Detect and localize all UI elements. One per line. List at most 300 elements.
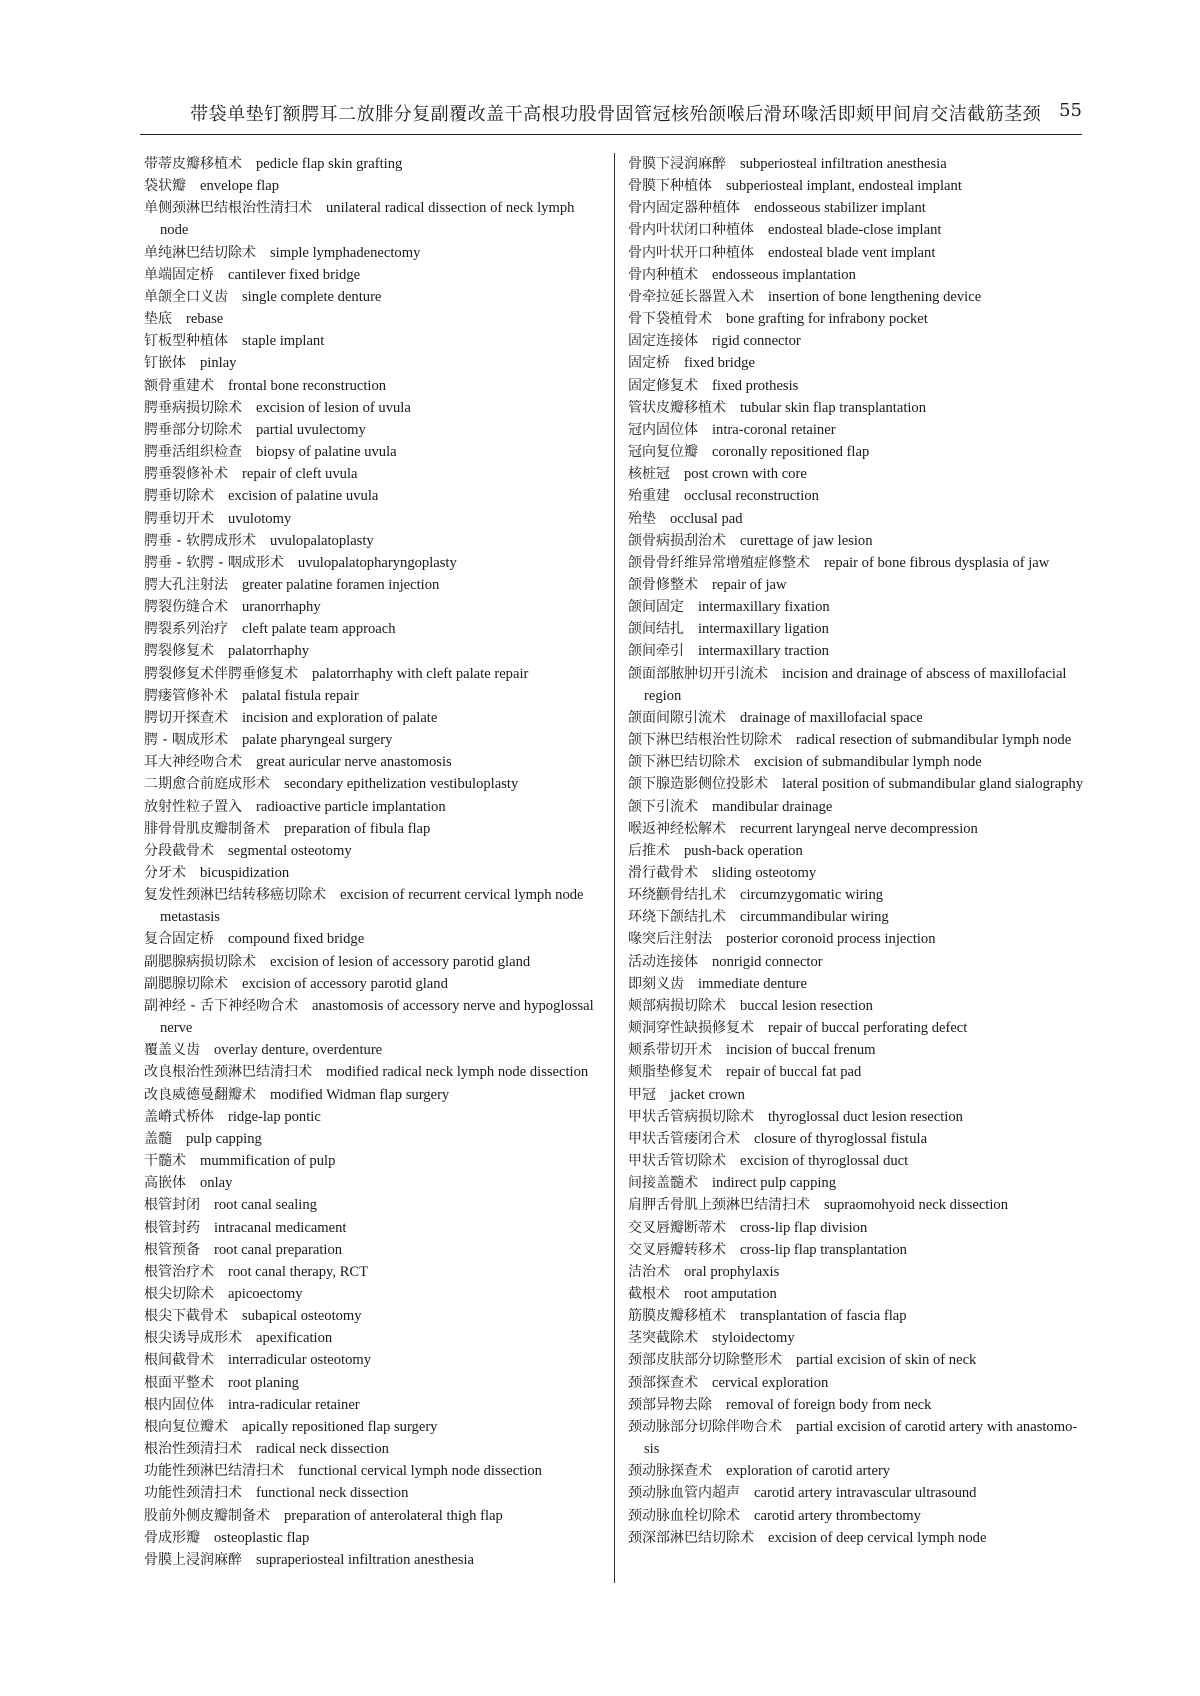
term-english: functional neck dissection (256, 1485, 409, 1502)
glossary-entry (144, 818, 602, 840)
term-chinese: 骨膜下种植体 (628, 178, 712, 195)
term-english: fixed bridge (684, 355, 755, 372)
glossary-entry (628, 1172, 1086, 1194)
term-chinese: 甲冠 (628, 1086, 656, 1103)
term-chinese: 殆垫 (628, 510, 656, 527)
term-chinese: 单纯淋巴结切除术 (144, 244, 256, 261)
term-english: endosseous stabilizer implant (754, 200, 926, 217)
glossary-entry (144, 951, 602, 973)
term-chinese: 骨下袋植骨术 (628, 311, 712, 328)
term-chinese: 根管封药 (144, 1219, 200, 1236)
glossary-entry (628, 286, 1086, 308)
term-english: mummification of pulp (200, 1153, 336, 1170)
term-chinese: 骨牵拉延长器置入术 (628, 288, 754, 305)
term-chinese: 骨膜下浸润麻醉 (628, 156, 726, 172)
glossary-entry (144, 751, 602, 773)
column-divider (614, 153, 615, 1583)
glossary-entry (628, 773, 1086, 795)
term-english: excision of submandibular lymph node (754, 754, 982, 771)
glossary-entry (628, 463, 1086, 485)
term-english: excision of palatine uvula (228, 488, 379, 505)
term-english: push-back operation (684, 842, 803, 859)
term-chinese: 根间截骨术 (144, 1352, 214, 1369)
glossary-entry (628, 751, 1086, 773)
glossary-entry (144, 663, 602, 685)
term-chinese: 冠内固位体 (628, 421, 698, 438)
term-english: incision and exploration of palate (242, 709, 438, 726)
term-chinese: 颈部异物去除 (628, 1396, 712, 1413)
glossary-entry (628, 1194, 1086, 1216)
glossary-entry (144, 1549, 602, 1571)
term-chinese: 冠向复位瓣 (628, 444, 698, 461)
term-english: tubular skin flap transplantation (740, 399, 927, 416)
term-english: functional cervical lymph node dissection (298, 1463, 542, 1480)
term-chinese: 腭裂系列治疗 (144, 621, 228, 638)
glossary-entry (628, 330, 1086, 352)
term-chinese: 甲状舌管瘘闭合术 (628, 1130, 740, 1147)
term-chinese: 骨膜上浸润麻醉 (144, 1551, 242, 1568)
term-english: jacket crown (670, 1086, 745, 1103)
term-english: excision of thyroglossal duct (740, 1153, 909, 1170)
term-chinese: 盖嵴式桥体 (144, 1108, 214, 1125)
term-english: incision and drainage of abscess of maxillofacial region (644, 665, 1067, 704)
term-chinese: 放射性粒子置入 (144, 798, 242, 815)
glossary-entry (628, 1482, 1086, 1504)
glossary-entry (144, 1039, 602, 1061)
term-english: secondary epithelization vestibuloplasty (284, 776, 519, 793)
term-english: nonrigid connector (712, 953, 823, 970)
glossary-entry (628, 1394, 1086, 1416)
term-chinese: 活动连接体 (628, 953, 698, 970)
term-english: greater palatine foramen injection (242, 576, 440, 593)
term-english: ridge-lap pontic (228, 1108, 321, 1125)
glossary-entry (628, 640, 1086, 662)
term-chinese: 复发性颈淋巴结转移癌切除术 (144, 887, 326, 904)
term-chinese: 腭大孔注射法 (144, 576, 228, 593)
term-english: endosseous implantation (712, 266, 856, 283)
glossary-entry (628, 1327, 1086, 1349)
term-chinese: 颈动脉探查术 (628, 1463, 712, 1480)
term-chinese: 腭瘘管修补术 (144, 687, 228, 704)
term-chinese: 带蒂皮瓣移植术 (144, 156, 242, 172)
glossary-entry (144, 1349, 602, 1371)
page-number: 55 (1059, 100, 1082, 121)
term-english: onlay (200, 1175, 233, 1192)
term-english: incision of buccal frenum (726, 1042, 876, 1059)
term-english: fixed prothesis (712, 377, 799, 394)
glossary-entry (144, 264, 602, 286)
term-chinese: 颈部探查术 (628, 1374, 698, 1391)
glossary-entry (144, 1460, 602, 1482)
term-english: closure of thyroglossal fistula (754, 1130, 928, 1147)
glossary-entry (628, 397, 1086, 419)
term-chinese: 副腮腺病损切除术 (144, 953, 256, 970)
term-chinese: 颌面间隙引流术 (628, 709, 726, 726)
term-chinese: 环绕颧骨结扎术 (628, 887, 726, 904)
term-chinese: 副腮腺切除术 (144, 975, 228, 992)
term-english: drainage of maxillofacial space (740, 709, 923, 726)
term-chinese: 腭裂修复术伴腭垂修复术 (144, 665, 298, 682)
term-english: segmental osteotomy (228, 842, 352, 859)
glossary-entry (628, 1505, 1086, 1527)
term-english: single complete denture (242, 288, 382, 305)
term-english: immediate denture (698, 975, 808, 992)
glossary-entry (628, 375, 1086, 397)
term-english: preparation of anterolateral thigh flap (284, 1507, 503, 1524)
term-chinese: 改良根治性颈淋巴结清扫术 (144, 1064, 312, 1081)
term-chinese: 改良威德曼翻瓣术 (144, 1086, 256, 1103)
term-chinese: 环绕下颌结扎术 (628, 909, 726, 926)
term-english: root planing (228, 1374, 299, 1391)
glossary-entry (628, 508, 1086, 530)
term-english: excision of lesion of uvula (256, 399, 411, 416)
term-chinese: 即刻义齿 (628, 975, 684, 992)
glossary-entry (144, 618, 602, 640)
glossary-entry (144, 995, 602, 1039)
glossary-entry (628, 818, 1086, 840)
glossary-entry (144, 441, 602, 463)
glossary-entry (144, 884, 602, 928)
glossary-entry (144, 397, 602, 419)
term-chinese: 骨成形瓣 (144, 1529, 200, 1546)
term-english: apically repositioned flap surgery (242, 1418, 438, 1435)
term-chinese: 颊洞穿性缺损修复术 (628, 1020, 754, 1037)
term-chinese: 颌下淋巴结切除术 (628, 754, 740, 771)
glossary-entry (628, 1305, 1086, 1327)
term-english: modified radical neck lymph node dissection (326, 1064, 589, 1081)
term-chinese: 颌面部脓肿切开引流术 (628, 665, 768, 682)
glossary-entry (144, 1217, 602, 1239)
term-chinese: 洁治术 (628, 1263, 670, 1280)
term-english: uvulopalatopharyngoplasty (297, 554, 457, 571)
term-chinese: 耳大神经吻合术 (144, 754, 242, 771)
term-english: palatal fistula repair (242, 687, 359, 704)
glossary-entry (628, 485, 1086, 507)
term-english: uvulotomy (228, 510, 292, 527)
glossary-entry (628, 441, 1086, 463)
glossary-entry (628, 1017, 1086, 1039)
term-chinese: 分段截骨术 (144, 842, 214, 859)
term-english: recurrent laryngeal nerve decompression (740, 820, 978, 837)
header-title: 带袋单垫钉额腭耳二放腓分复副覆改盖干高根功股骨固管冠核殆颌喉后滑环喙活即颊甲间肩交洁截筋茎颈 (190, 104, 1042, 125)
glossary-entry (144, 1106, 602, 1128)
glossary-entry (628, 242, 1086, 264)
glossary-entry (144, 485, 602, 507)
glossary-entry (144, 419, 602, 441)
term-english: overlay denture, overdenture (214, 1042, 383, 1059)
term-chinese: 殆重建 (628, 488, 670, 505)
term-chinese: 复合固定桥 (144, 931, 214, 948)
term-english: frontal bone reconstruction (228, 377, 387, 394)
glossary-entry (628, 1106, 1086, 1128)
glossary-entry (144, 707, 602, 729)
term-english: cross-lip flap division (740, 1219, 868, 1236)
glossary-entry (144, 530, 602, 552)
term-chinese: 交叉唇瓣断蒂术 (628, 1219, 726, 1236)
term-chinese: 颌间结扎 (628, 621, 684, 638)
term-chinese: 交叉唇瓣转移术 (628, 1241, 726, 1258)
term-english: preparation of fibula flap (284, 820, 431, 837)
term-chinese: 腭垂活组织检查 (144, 444, 242, 461)
term-english: coronally repositioned flap (712, 444, 870, 461)
term-chinese: 截根术 (628, 1285, 670, 1302)
term-english: repair of buccal perforating defect (768, 1020, 968, 1037)
term-chinese: 功能性颈淋巴结清扫术 (144, 1463, 284, 1480)
term-chinese: 腭裂修复术 (144, 643, 214, 660)
term-english: rigid connector (712, 333, 801, 350)
term-english: thyroglossal duct lesion resection (768, 1108, 963, 1125)
term-english: subperiosteal implant, endosteal implant (726, 178, 962, 195)
glossary-entry (628, 1061, 1086, 1083)
term-english: repair of bone fibrous dysplasia of jaw (824, 554, 1050, 571)
term-chinese: 单侧颈淋巴结根治性清扫术 (144, 200, 312, 217)
glossary-entry (144, 242, 602, 264)
page-header (140, 100, 1082, 135)
term-chinese: 高嵌体 (144, 1175, 186, 1192)
term-english: root amputation (684, 1285, 777, 1302)
glossary-entry (144, 286, 602, 308)
glossary-entry (628, 1349, 1086, 1371)
term-english: carotid artery intravascular ultrasound (754, 1485, 977, 1502)
glossary-entry (144, 197, 602, 241)
term-english: repair of jaw (712, 576, 787, 593)
glossary-entry (144, 153, 602, 175)
term-english: indirect pulp capping (712, 1175, 837, 1192)
glossary-entry (144, 330, 602, 352)
term-chinese: 颊脂垫修复术 (628, 1064, 712, 1081)
glossary-entry (628, 153, 1086, 175)
glossary-entry (628, 796, 1086, 818)
term-chinese: 钉板型种植体 (144, 333, 228, 350)
glossary-entry (628, 973, 1086, 995)
term-chinese: 根治性颈清扫术 (144, 1441, 242, 1458)
term-chinese: 颌骨骨纤维异常增殖症修整术 (628, 554, 810, 571)
term-english: excision of accessory parotid gland (242, 975, 448, 992)
term-english: simple lymphadenectomy (270, 244, 421, 261)
term-english: staple implant (242, 333, 325, 350)
term-chinese: 根尖诱导成形术 (144, 1330, 242, 1347)
term-chinese: 腭 - 咽成形术 (144, 732, 228, 749)
glossary-entry (628, 264, 1086, 286)
glossary-entry (144, 1150, 602, 1172)
glossary-entry (628, 1261, 1086, 1283)
term-english: apexification (256, 1330, 333, 1347)
term-chinese: 颈深部淋巴结切除术 (628, 1529, 754, 1546)
term-english: pinlay (200, 355, 237, 372)
term-english: styloidectomy (712, 1330, 795, 1347)
term-english: bone grafting for infrabony pocket (726, 311, 928, 328)
term-english: sliding osteotomy (712, 865, 817, 881)
term-english: palatorrhaphy (228, 643, 310, 660)
term-chinese: 颌下引流术 (628, 798, 698, 815)
term-english: intra-coronal retainer (712, 421, 836, 438)
term-english: post crown with core (684, 466, 807, 483)
term-chinese: 喉返神经松解术 (628, 820, 726, 837)
term-english: cleft palate team approach (242, 621, 396, 638)
term-chinese: 根管预备 (144, 1241, 200, 1258)
glossary-entry (144, 1416, 602, 1438)
glossary-entry (144, 308, 602, 330)
term-english: unilateral radical dissection of neck lymph node (160, 200, 575, 239)
glossary-entry (144, 862, 602, 884)
glossary-entry (144, 375, 602, 397)
glossary-entry (144, 729, 602, 751)
glossary-entry (144, 973, 602, 995)
term-english: rebase (186, 311, 224, 328)
term-english: bicuspidization (200, 865, 290, 881)
term-english: partial uvulectomy (256, 421, 366, 438)
term-english: uranorrhaphy (242, 599, 321, 616)
term-chinese: 颌间固定 (628, 599, 684, 616)
term-chinese: 颌间牵引 (628, 643, 684, 660)
glossary-entry (628, 175, 1086, 197)
term-english: posterior coronoid process injection (726, 931, 936, 948)
term-english: osteoplastic flap (214, 1529, 310, 1546)
glossary-entry (628, 1128, 1086, 1150)
glossary-entry (628, 1416, 1086, 1460)
glossary-entry (628, 1039, 1086, 1061)
term-english: palatorrhaphy with cleft palate repair (312, 665, 529, 682)
glossary-entry (144, 574, 602, 596)
term-chinese: 颌骨病损刮治术 (628, 532, 726, 549)
term-english: removal of foreign body from neck (726, 1396, 932, 1413)
glossary-entry (144, 352, 602, 374)
term-english: subperiosteal infiltration anesthesia (740, 156, 947, 172)
term-chinese: 核桩冠 (628, 466, 670, 483)
glossary-entry (144, 1172, 602, 1194)
term-english: biopsy of palatine uvula (256, 444, 397, 461)
glossary-entry (144, 1239, 602, 1261)
glossary-entry (144, 463, 602, 485)
term-english: occlusal pad (670, 510, 743, 527)
term-english: intermaxillary fixation (698, 599, 830, 616)
term-chinese: 根向复位瓣术 (144, 1418, 228, 1435)
term-chinese: 颈动脉血栓切除术 (628, 1507, 740, 1524)
glossary-entry (144, 1505, 602, 1527)
term-chinese: 后推术 (628, 842, 670, 859)
term-english: excision of recurrent cervical lymph node metastasis (160, 887, 584, 926)
term-chinese: 固定桥 (628, 355, 670, 372)
glossary-entry (628, 308, 1086, 330)
term-chinese: 间接盖髓术 (628, 1175, 698, 1192)
term-chinese: 骨内叶状开口种植体 (628, 244, 754, 261)
term-chinese: 颌骨修整术 (628, 576, 698, 593)
glossary-entry (628, 1217, 1086, 1239)
term-chinese: 干髓术 (144, 1153, 186, 1170)
glossary-entry (628, 352, 1086, 374)
term-english: cantilever fixed bridge (228, 266, 361, 283)
term-chinese: 滑行截骨术 (628, 865, 698, 881)
glossary-entry (144, 1194, 602, 1216)
term-english: root canal sealing (214, 1197, 317, 1214)
glossary-entry (628, 219, 1086, 241)
glossary-entry (144, 175, 602, 197)
term-english: endosteal blade-close implant (768, 222, 942, 239)
term-english: repair of cleft uvula (242, 466, 358, 483)
term-english: excision of deep cervical lymph node (768, 1529, 987, 1546)
term-english: intracanal medicament (214, 1219, 347, 1236)
glossary-entry (144, 796, 602, 818)
term-english: intermaxillary traction (698, 643, 829, 660)
glossary-entry (628, 906, 1086, 928)
term-chinese: 覆盖义齿 (144, 1042, 200, 1059)
glossary-entry (628, 1527, 1086, 1549)
term-english: oral prophylaxis (684, 1263, 780, 1280)
term-english: mandibular drainage (712, 798, 833, 815)
glossary-entry (628, 663, 1086, 707)
term-chinese: 根面平整术 (144, 1374, 214, 1391)
glossary-entry (628, 707, 1086, 729)
term-english: excision of lesion of accessory parotid gland (270, 953, 531, 970)
term-chinese: 管状皮瓣移植术 (628, 399, 726, 416)
term-chinese: 骨内种植术 (628, 266, 698, 283)
term-chinese: 根尖下截骨术 (144, 1308, 228, 1325)
term-chinese: 固定修复术 (628, 377, 698, 394)
glossary-entry (628, 729, 1086, 751)
glossary-entry (628, 1372, 1086, 1394)
glossary-entry (144, 552, 602, 574)
term-english: modified Widman flap surgery (270, 1086, 450, 1103)
term-english: cross-lip flap transplantation (740, 1241, 907, 1258)
term-chinese: 颊部病损切除术 (628, 997, 726, 1014)
term-english: root canal therapy, RCT (228, 1263, 369, 1280)
term-chinese: 固定连接体 (628, 333, 698, 350)
term-english: curettage of jaw lesion (740, 532, 873, 549)
glossary-entry (628, 596, 1086, 618)
glossary-entry (144, 1482, 602, 1504)
term-chinese: 腭垂部分切除术 (144, 421, 242, 438)
term-english: supraperiosteal infiltration anesthesia (256, 1551, 475, 1568)
glossary-entry (144, 1527, 602, 1549)
term-chinese: 茎突截除术 (628, 1330, 698, 1347)
term-chinese: 钉嵌体 (144, 355, 186, 372)
glossary-entry (144, 1261, 602, 1283)
glossary-entry (628, 618, 1086, 640)
term-english: circumzygomatic wiring (740, 887, 884, 904)
term-english: radical resection of submandibular lymph node (796, 732, 1072, 749)
glossary-entry (144, 773, 602, 795)
term-chinese: 颊系带切开术 (628, 1042, 712, 1059)
term-english: root canal preparation (214, 1241, 343, 1258)
term-chinese: 副神经 - 舌下神经吻合术 (144, 997, 298, 1014)
term-chinese: 骨内叶状闭口种植体 (628, 222, 754, 239)
term-english: pulp capping (186, 1130, 262, 1147)
left-column (144, 153, 602, 1571)
term-chinese: 腭垂 - 软腭成形术 (144, 532, 256, 549)
term-english: carotid artery thrombectomy (754, 1507, 921, 1524)
term-chinese: 肩胛舌骨肌上颈淋巴结清扫术 (628, 1197, 810, 1214)
term-chinese: 颈部皮肤部分切除整形术 (628, 1352, 782, 1369)
term-chinese: 筋膜皮瓣移植术 (628, 1308, 726, 1325)
term-english: transplantation of fascia flap (740, 1308, 907, 1325)
glossary-entry (628, 1150, 1086, 1172)
glossary-entry (628, 552, 1086, 574)
term-english: insertion of bone lengthening device (768, 288, 982, 305)
term-english: exploration of carotid artery (726, 1463, 891, 1480)
glossary-entry (628, 995, 1086, 1017)
term-english: cervical exploration (712, 1374, 829, 1391)
term-chinese: 腭垂裂修补术 (144, 466, 228, 483)
term-english: intra-radicular retainer (228, 1396, 360, 1413)
right-column (628, 153, 1086, 1549)
glossary-entry (628, 928, 1086, 950)
term-english: envelope flap (200, 178, 280, 195)
term-english: circummandibular wiring (740, 909, 889, 926)
glossary-entry (628, 951, 1086, 973)
glossary-entry (628, 574, 1086, 596)
glossary-entry (144, 1084, 602, 1106)
term-chinese: 根尖切除术 (144, 1285, 214, 1302)
